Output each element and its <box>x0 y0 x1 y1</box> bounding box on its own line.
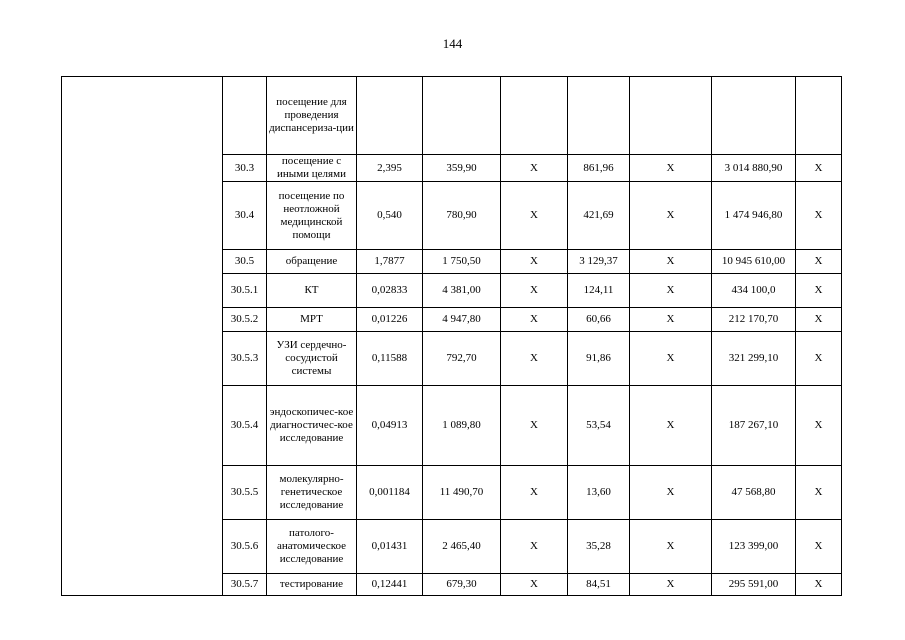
code-cell: 30.5.7 <box>223 574 267 596</box>
value-cell: 0,11588 <box>357 332 423 386</box>
table-row <box>62 77 842 155</box>
value-cell: 679,30 <box>423 574 501 596</box>
service-name-cell: посещение с иными целями <box>267 155 357 182</box>
value-cell <box>796 77 842 155</box>
value-cell: Х <box>501 155 568 182</box>
service-name-cell: МРТ <box>267 308 357 332</box>
value-cell: 47 568,80 <box>712 466 796 520</box>
code-cell: 30.5.3 <box>223 332 267 386</box>
service-name-cell: тестирование <box>267 574 357 596</box>
value-cell <box>712 77 796 155</box>
service-name-cell: КТ <box>267 274 357 308</box>
value-cell: 187 267,10 <box>712 386 796 466</box>
value-cell: 124,11 <box>568 274 630 308</box>
code-cell: 30.5.4 <box>223 386 267 466</box>
value-cell: Х <box>796 466 842 520</box>
value-cell: Х <box>630 386 712 466</box>
value-cell: 13,60 <box>568 466 630 520</box>
value-cell: Х <box>630 574 712 596</box>
value-cell <box>501 77 568 155</box>
value-cell: Х <box>796 386 842 466</box>
value-cell: 11 490,70 <box>423 466 501 520</box>
code-cell: 30.5.5 <box>223 466 267 520</box>
value-cell: Х <box>796 308 842 332</box>
value-cell: Х <box>501 250 568 274</box>
service-name-cell: обращение <box>267 250 357 274</box>
value-cell: 3 014 880,90 <box>712 155 796 182</box>
value-cell: Х <box>630 182 712 250</box>
value-cell: Х <box>501 182 568 250</box>
service-name-cell: эндоскопичес-кое диагностичес-кое исследование <box>267 386 357 466</box>
value-cell: 2 465,40 <box>423 520 501 574</box>
value-cell: 212 170,70 <box>712 308 796 332</box>
value-cell: 0,02833 <box>357 274 423 308</box>
tariff-table <box>61 76 842 596</box>
page-number: 144 <box>442 36 463 51</box>
value-cell: 0,12441 <box>357 574 423 596</box>
blank-first-column <box>62 77 223 596</box>
service-name-cell: патолого-анатомическое исследование <box>267 520 357 574</box>
code-cell: 30.5.2 <box>223 308 267 332</box>
code-cell <box>223 77 267 155</box>
value-cell: 123 399,00 <box>712 520 796 574</box>
value-cell: Х <box>501 386 568 466</box>
service-name-cell: молекулярно-генетическое исследование <box>267 466 357 520</box>
value-cell: 4 381,00 <box>423 274 501 308</box>
value-cell: 1 474 946,80 <box>712 182 796 250</box>
value-cell: Х <box>630 308 712 332</box>
value-cell <box>357 77 423 155</box>
value-cell: Х <box>630 250 712 274</box>
value-cell: 1 750,50 <box>423 250 501 274</box>
value-cell: 359,90 <box>423 155 501 182</box>
service-name-cell: посещение для проведения диспансериза-ции <box>267 77 357 155</box>
value-cell: 2,395 <box>357 155 423 182</box>
value-cell: 861,96 <box>568 155 630 182</box>
code-cell: 30.4 <box>223 182 267 250</box>
value-cell: Х <box>796 250 842 274</box>
value-cell: 780,90 <box>423 182 501 250</box>
value-cell: 421,69 <box>568 182 630 250</box>
value-cell: 35,28 <box>568 520 630 574</box>
value-cell: Х <box>630 155 712 182</box>
value-cell <box>568 77 630 155</box>
value-cell: Х <box>630 466 712 520</box>
value-cell: Х <box>796 182 842 250</box>
value-cell: 0,01431 <box>357 520 423 574</box>
value-cell: Х <box>796 574 842 596</box>
value-cell: 321 299,10 <box>712 332 796 386</box>
value-cell: Х <box>501 466 568 520</box>
value-cell: Х <box>501 274 568 308</box>
value-cell <box>423 77 501 155</box>
value-cell: Х <box>501 574 568 596</box>
value-cell: Х <box>796 155 842 182</box>
value-cell: 4 947,80 <box>423 308 501 332</box>
value-cell <box>630 77 712 155</box>
code-cell: 30.5.1 <box>223 274 267 308</box>
value-cell: Х <box>796 332 842 386</box>
value-cell: Х <box>630 332 712 386</box>
value-cell: 84,51 <box>568 574 630 596</box>
value-cell: 792,70 <box>423 332 501 386</box>
service-name-cell: посещение по неотложной медицинской помощи <box>267 182 357 250</box>
value-cell: 91,86 <box>568 332 630 386</box>
value-cell: 1 089,80 <box>423 386 501 466</box>
value-cell: 10 945 610,00 <box>712 250 796 274</box>
value-cell: 3 129,37 <box>568 250 630 274</box>
code-cell: 30.5 <box>223 250 267 274</box>
value-cell: 0,01226 <box>357 308 423 332</box>
value-cell: Х <box>501 308 568 332</box>
code-cell: 30.3 <box>223 155 267 182</box>
value-cell: Х <box>501 520 568 574</box>
value-cell: 0,04913 <box>357 386 423 466</box>
value-cell: 434 100,0 <box>712 274 796 308</box>
service-name-cell: УЗИ сердечно-сосудистой системы <box>267 332 357 386</box>
value-cell: Х <box>796 520 842 574</box>
value-cell: Х <box>796 274 842 308</box>
value-cell: 295 591,00 <box>712 574 796 596</box>
code-cell: 30.5.6 <box>223 520 267 574</box>
value-cell: 53,54 <box>568 386 630 466</box>
value-cell: Х <box>630 274 712 308</box>
value-cell: 0,540 <box>357 182 423 250</box>
value-cell: Х <box>630 520 712 574</box>
value-cell: 0,001184 <box>357 466 423 520</box>
value-cell: Х <box>501 332 568 386</box>
value-cell: 1,7877 <box>357 250 423 274</box>
value-cell: 60,66 <box>568 308 630 332</box>
